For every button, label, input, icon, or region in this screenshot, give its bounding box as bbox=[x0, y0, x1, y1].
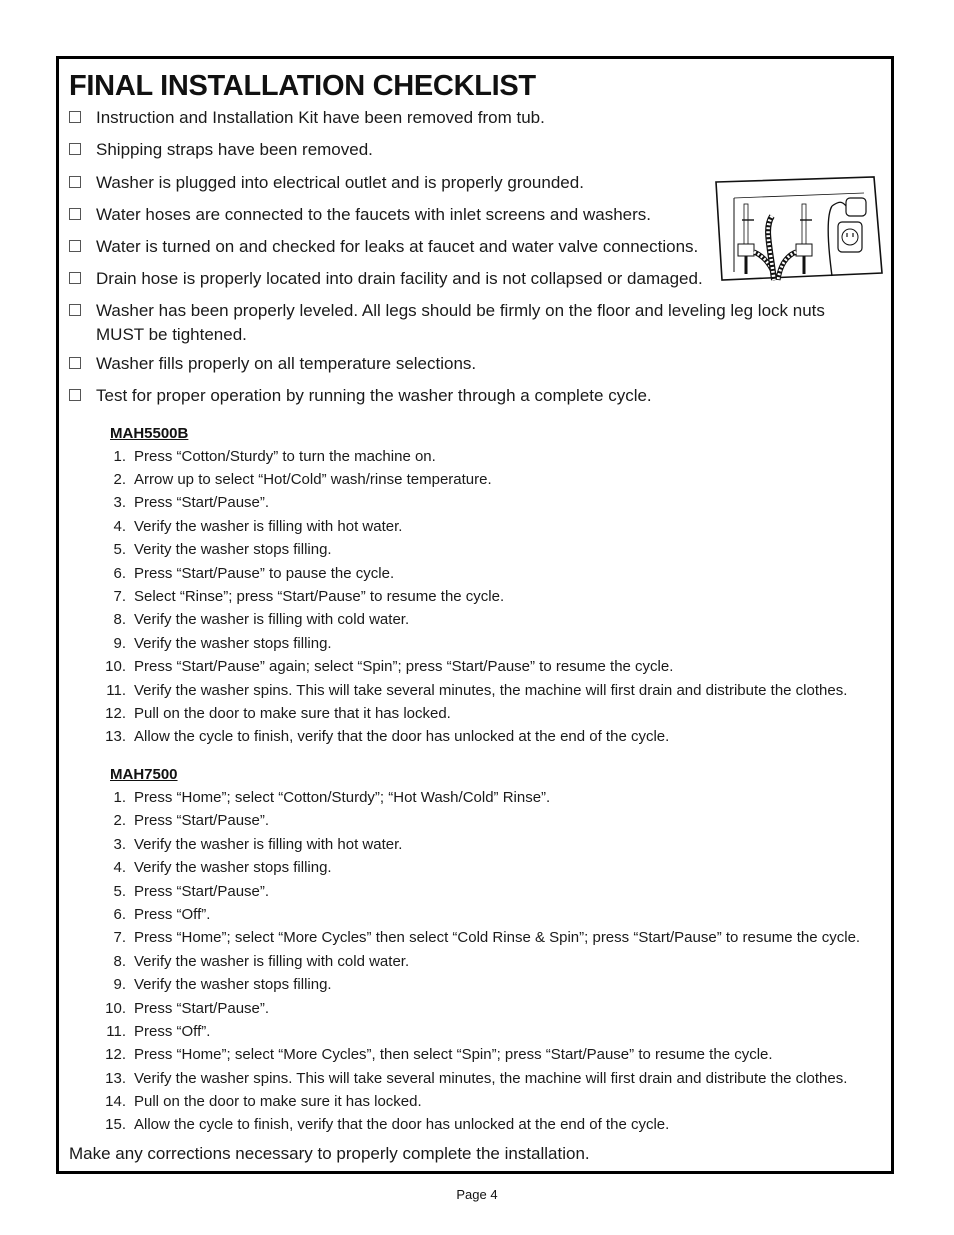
checklist-item-label: Washer fills properly on all temperature selections. bbox=[96, 354, 477, 373]
list-item: 11. Press “Off”. bbox=[106, 1023, 211, 1040]
list-item: 7. Press “Home”; select “More Cycles” then select “Cold Rinse & Spin”; press “Start/Pause” to resume the cycle. bbox=[113, 929, 861, 946]
step-text: Verify the washer spins. This will take several minutes, the machine will first drain and distribute the clothes. bbox=[134, 682, 848, 699]
list-item: 11. Verify the washer spins. This will take several minutes, the machine will first drain and distribute the clothes. bbox=[106, 682, 848, 699]
list-item: 13. Allow the cycle to finish, verify that the door has unlocked at the end of the cycle. bbox=[105, 728, 670, 745]
list-item: 12. Press “Home”; select “More Cycles”, then select “Spin”; press “Start/Pause” to resume the cycle. bbox=[105, 1046, 773, 1063]
list-item: 3. Press “Start/Pause”. bbox=[113, 494, 270, 511]
checklist-item-label: Washer has been properly leveled. All legs should be firmly on the floor and leveling leg lock nuts MUST be tightened. bbox=[96, 301, 825, 344]
list-item: 4. Verify the washer is filling with hot water. bbox=[113, 518, 403, 535]
page-number: Page 4 bbox=[456, 1187, 498, 1202]
step-text: Verify the washer stops filling. bbox=[134, 859, 332, 876]
step-text: Verify the washer spins. This will take several minutes, the machine will first drain and distribute the clothes. bbox=[134, 1070, 848, 1087]
list-item: 10. Press “Start/Pause” again; select “Spin”; press “Start/Pause” to resume the cycle. bbox=[105, 658, 674, 675]
step-text: Select “Rinse”; press “Start/Pause” to resume the cycle. bbox=[134, 588, 505, 605]
checkbox[interactable] bbox=[69, 357, 81, 369]
step-text: Verity the washer stops filling. bbox=[134, 541, 332, 558]
step-text: Verify the washer is filling with cold water. bbox=[134, 611, 410, 628]
checkbox[interactable] bbox=[69, 240, 81, 252]
list-item: 8. Verify the washer is filling with cold water. bbox=[113, 611, 410, 628]
step-text: Press “Start/Pause” again; select “Spin”; press “Start/Pause” to resume the cycle. bbox=[134, 658, 674, 675]
step-text: Press “Start/Pause”. bbox=[134, 812, 270, 829]
step-text: Press “Start/Pause” to pause the cycle. bbox=[134, 565, 395, 582]
checklist-item-label: Water hoses are connected to the faucets with inlet screens and washers. bbox=[96, 205, 651, 224]
step-text: Arrow up to select “Hot/Cold” wash/rinse temperature. bbox=[134, 471, 492, 488]
checklist-item-label: Shipping straps have been removed. bbox=[96, 140, 373, 159]
checklist-item-label: Water is turned on and checked for leaks at faucet and water valve connections. bbox=[96, 237, 699, 256]
list-item: 14. Pull on the door to make sure it has locked. bbox=[105, 1093, 422, 1110]
step-text: Allow the cycle to finish, verify that the door has unlocked at the end of the cycle. bbox=[134, 1116, 670, 1133]
step-text: Pull on the door to make sure that it has locked. bbox=[134, 705, 451, 722]
checklist-item-label: Drain hose is properly located into drain facility and is not collapsed or damaged. bbox=[96, 269, 703, 288]
faucets-outlet-illustration bbox=[714, 176, 884, 284]
checkbox[interactable] bbox=[69, 208, 81, 220]
list-item: 3. Verify the washer is filling with hot water. bbox=[113, 836, 403, 853]
list-item: 2. Press “Start/Pause”. bbox=[113, 812, 270, 829]
step-text: Pull on the door to make sure it has locked. bbox=[134, 1093, 422, 1110]
list-item: 6. Press “Start/Pause” to pause the cycle. bbox=[113, 565, 395, 582]
step-text: Press “Home”; select “More Cycles” then select “Cold Rinse & Spin”; press “Start/Pause” to resume the cycle. bbox=[134, 929, 861, 946]
step-text: Verify the washer is filling with cold water. bbox=[134, 953, 410, 970]
step-text: Press “Off”. bbox=[134, 906, 211, 923]
list-item: 6. Press “Off”. bbox=[113, 906, 211, 923]
model-heading: MAH7500 bbox=[110, 766, 178, 783]
step-text: Verify the washer is filling with hot water. bbox=[134, 518, 403, 535]
list-item: 9. Verify the washer stops filling. bbox=[113, 635, 332, 652]
list-item: 12. Pull on the door to make sure that it has locked. bbox=[105, 705, 451, 722]
list-item: 1. Press “Home”; select “Cotton/Sturdy”; “Hot Wash/Cold” Rinse”. bbox=[113, 789, 551, 806]
step-text: Press “Start/Pause”. bbox=[134, 494, 270, 511]
step-text: Verify the washer is filling with hot water. bbox=[134, 836, 403, 853]
checklist-item-label: Washer is plugged into electrical outlet and is properly grounded. bbox=[96, 173, 584, 192]
list-item: 4. Verify the washer stops filling. bbox=[113, 859, 332, 876]
step-text: Press “Cotton/Sturdy” to turn the machine on. bbox=[134, 448, 436, 465]
step-text: Press “Start/Pause”. bbox=[134, 883, 270, 900]
list-item: 5. Press “Start/Pause”. bbox=[113, 883, 270, 900]
step-text: Verify the washer stops filling. bbox=[134, 635, 332, 652]
list-item: 1. Press “Cotton/Sturdy” to turn the machine on. bbox=[113, 448, 436, 465]
checkbox[interactable] bbox=[69, 272, 81, 284]
step-text: Press “Off”. bbox=[134, 1023, 211, 1040]
page-title: FINAL INSTALLATION CHECKLIST bbox=[69, 70, 536, 102]
checkbox[interactable] bbox=[69, 111, 81, 123]
checkbox[interactable] bbox=[69, 143, 81, 155]
checkbox[interactable] bbox=[69, 389, 81, 401]
checkbox[interactable] bbox=[69, 176, 81, 188]
list-item: 2. Arrow up to select “Hot/Cold” wash/rinse temperature. bbox=[113, 471, 492, 488]
step-text: Press “Home”; select “Cotton/Sturdy”; “Hot Wash/Cold” Rinse”. bbox=[134, 789, 551, 806]
list-item: 5. Verity the washer stops filling. bbox=[113, 541, 332, 558]
list-item: 15. Allow the cycle to finish, verify that the door has unlocked at the end of the cycle. bbox=[105, 1116, 670, 1133]
list-item: 7. Select “Rinse”; press “Start/Pause” to resume the cycle. bbox=[113, 588, 505, 605]
checklist-item-label: Test for proper operation by running the washer through a complete cycle. bbox=[96, 386, 652, 405]
list-item: 10. Press “Start/Pause”. bbox=[105, 1000, 270, 1017]
checklist-item-label: Instruction and Installation Kit have been removed from tub. bbox=[96, 108, 545, 127]
model-heading: MAH5500B bbox=[110, 425, 189, 442]
step-text: Allow the cycle to finish, verify that the door has unlocked at the end of the cycle. bbox=[134, 728, 670, 745]
checkbox[interactable] bbox=[69, 304, 81, 316]
closing-note: Make any corrections necessary to properly complete the installation. bbox=[69, 1144, 590, 1163]
step-text: Press “Home”; select “More Cycles”, then select “Spin”; press “Start/Pause” to resume the cycle. bbox=[134, 1046, 773, 1063]
list-item: 8. Verify the washer is filling with cold water. bbox=[113, 953, 410, 970]
step-text: Press “Start/Pause”. bbox=[134, 1000, 270, 1017]
list-item: 9. Verify the washer stops filling. bbox=[113, 976, 332, 993]
list-item: 13. Verify the washer spins. This will take several minutes, the machine will first drain and distribute the clothes. bbox=[105, 1070, 848, 1087]
step-text: Verify the washer stops filling. bbox=[134, 976, 332, 993]
